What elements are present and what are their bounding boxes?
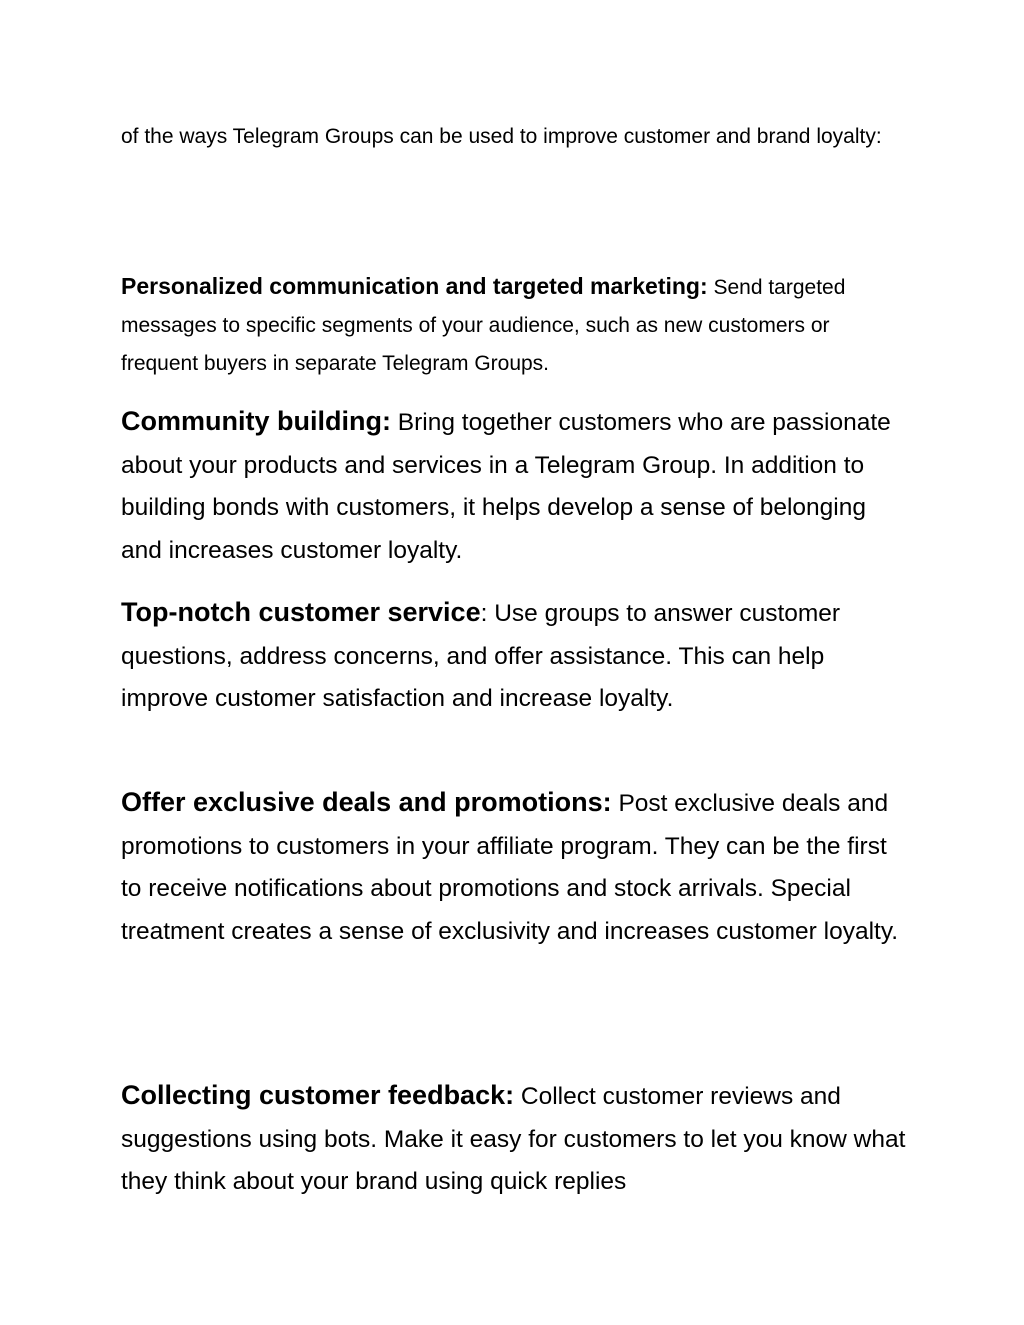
section-heading: Top-notch customer service — [121, 597, 481, 627]
section-heading: Personalized communication and targeted marketing: — [121, 273, 708, 299]
section-heading: Community building: — [121, 406, 391, 436]
section-heading: Collecting customer feedback: — [121, 1080, 515, 1110]
section-personalized-communication — [121, 267, 911, 383]
section-body: Send targeted messages to specific segments of your audience, such as new customers or frequent buyers in separate Telegram Groups. — [121, 276, 846, 375]
section-body: Post exclusive deals and promotions to customers in your affiliate program. They can be the first to receive notifications about promotions and stock arrivals. Special treatment creates a sense of exclusivity and increases customer loyalty. — [121, 790, 899, 945]
section-body: Collect customer reviews and suggestions using bots. Make it easy for customers to let you know what they think about your brand using quick replies — [121, 1083, 906, 1195]
section-body: Bring together customers who are passionate about your products and services in a Telegram Group. In addition to building bonds with customers, it helps develop a sense of belonging and increases customer loyalty. — [121, 409, 891, 564]
section-exclusive-deals — [121, 781, 911, 953]
section-customer-feedback — [121, 1074, 911, 1204]
section-heading: Offer exclusive deals and promotions: — [121, 787, 612, 817]
section-community-building — [121, 400, 911, 572]
section-body: : Use groups to answer customer questions, address concerns, and offer assistance. This can help improve customer satisfaction and increase loyalty. — [121, 600, 841, 712]
section-customer-service — [121, 591, 911, 721]
intro-paragraph: of the ways Telegram Groups can be used to improve customer and brand loyalty: — [121, 125, 882, 148]
